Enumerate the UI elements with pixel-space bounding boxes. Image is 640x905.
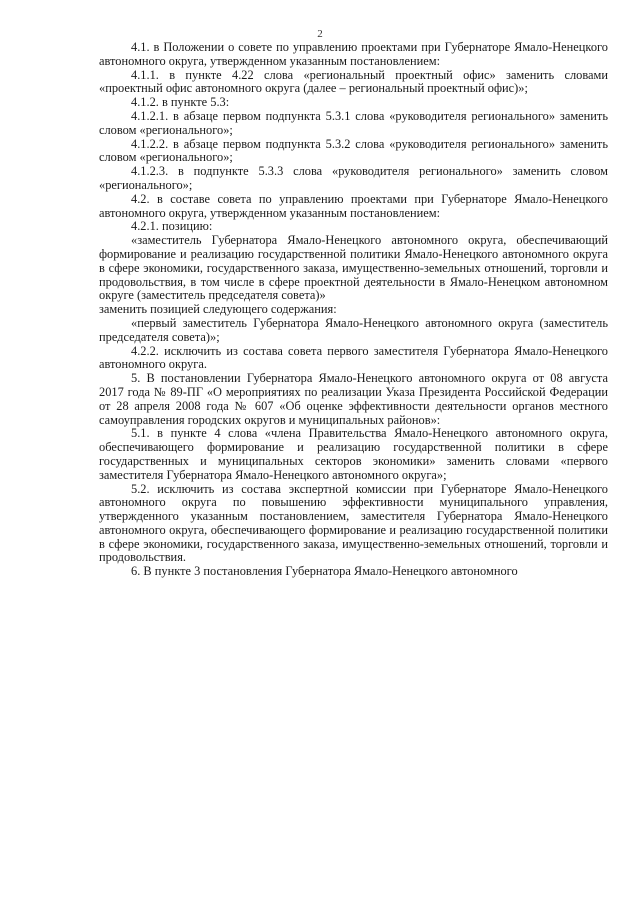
paragraph: 6. В пункте 3 постановления Губернатора Ямало-Ненецкого автономного — [131, 564, 518, 579]
paragraph: «первый заместитель Губернатора Ямало-Ненецкого автономного округа (заместитель председателя совета)»; — [99, 315, 608, 344]
paragraph: 4.1.2.1. в абзаце первом подпункта 5.3.1 слова «руководителя регионального» заменить словом «регионального»; — [99, 108, 608, 137]
paragraph: 4.1. в Положении о совете по управлению проектами при Губернаторе Ямало-Ненецкого автономного округа, утвержденном указанным постановлением: — [99, 40, 608, 68]
paragraph: 4.1.2.3. в подпункте 5.3.3 слова «руководителя регионального» заменить словом «регионального»; — [99, 164, 608, 192]
paragraph: 4.1.2. в пункте 5.3: — [131, 95, 230, 110]
paragraph: 5. В постановлении Губернатора Ямало-Ненецкого автономного округа от 08 августа 2017 года № 89-ПГ «О мероприятиях по реализации Указа Президента Российской Федерации от 28 апреля 2008 года № 607 «Об оценке эффективности деятельности органов местного самоуправления городских округов и муниципальных районов»: — [99, 371, 608, 427]
paragraph: 5.2. исключить из состава экспертной комиссии при Губернаторе Ямало-Ненецкого автономного округа по повышению эффективности муниципального управления, утвержденного указанным постановлением, заместителя Губернатора Ямало-Ненецкого автономного округа, обеспечивающего формирование и реализацию государственной политики в сфере экономики, государственного заказа, имущественно-земельных отношений, торговли и продовольствия. — [99, 481, 608, 565]
paragraph: 4.2. в составе совета по управлению проектами при Губернаторе Ямало-Ненецкого автономного округа, утвержденном указанным постановлением: — [99, 191, 608, 220]
paragraph: 4.2.2. исключить из состава совета первого заместителя Губернатора Ямало-Ненецкого автономного округа. — [99, 343, 608, 372]
paragraph: 4.1.2.2. в абзаце первом подпункта 5.3.2 слова «руководителя регионального» заменить словом «регионального»; — [99, 136, 608, 165]
document-body — [99, 41, 608, 579]
paragraph: «заместитель Губернатора Ямало-Ненецкого автономного округа, обеспечивающий формирование и реализацию государственной политики Ямало-Ненецкого автономного округа в сфере экономики, государственного заказа, имущественно-земельных отношений, торговли и продовольствия, в том числе в сфере проектной деятельности в Ямало-Ненецком автономном округе (заместитель председателя совета)» — [99, 233, 608, 303]
paragraph: 5.1. в пункте 4 слова «члена Правительства Ямало-Ненецкого автономного округа, обеспечивающего формирование и реализацию государственной политики в сфере государственных и муниципальных секторов экономики» заменить словами «первого заместителя Губернатора Ямало-Ненецкого автономного округа»; — [99, 426, 608, 482]
paragraph: 4.2.1. позицию: — [131, 219, 213, 234]
paragraph: заменить позицией следующего содержания: — [99, 302, 337, 317]
paragraph: 4.1.1. в пункте 4.22 слова «региональный проектный офис» заменить словами «проектный офис автономного округа (далее – региональный проектный офис)»; — [99, 67, 608, 96]
page-number: 2 — [317, 28, 323, 40]
